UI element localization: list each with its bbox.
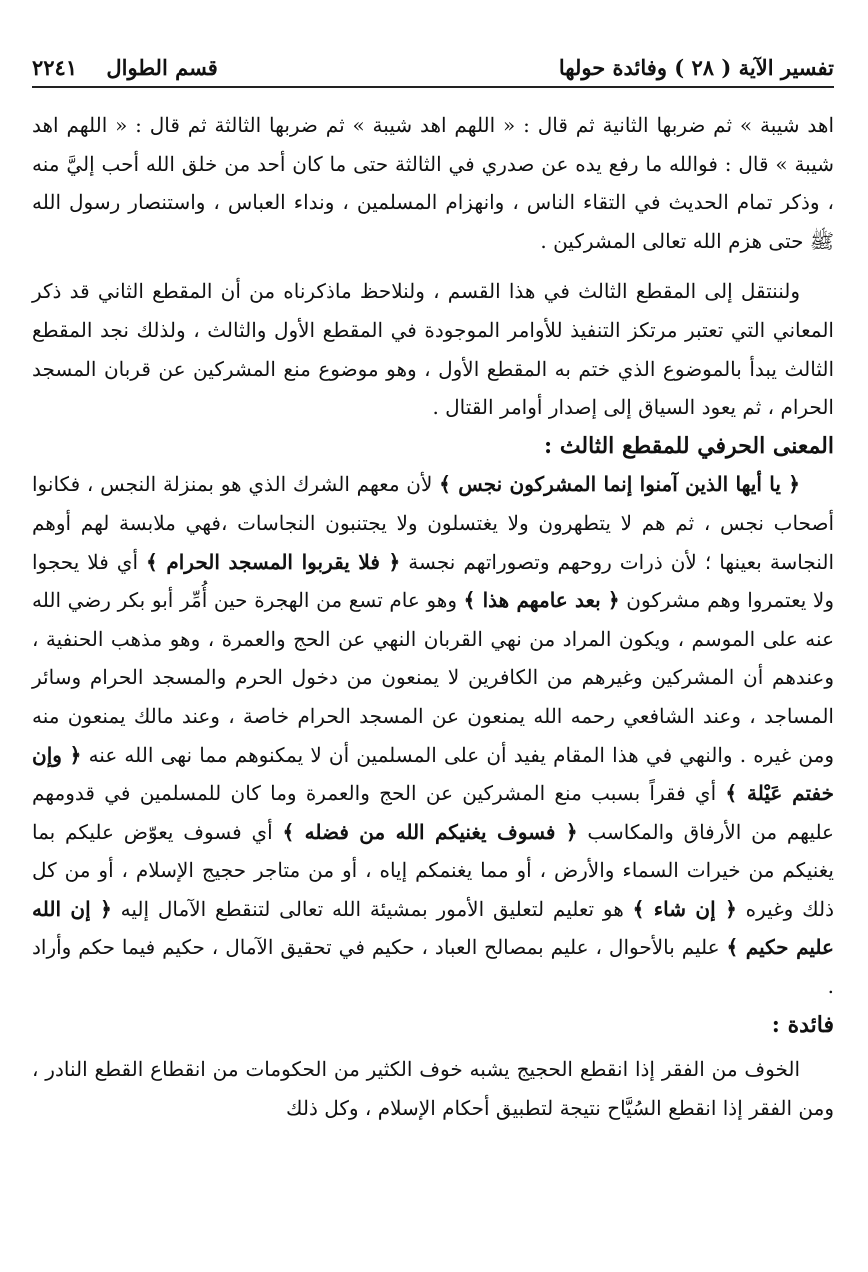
paragraph-section-intro: ولننتقل إلى المقطع الثالث في هذا القسم ، ولنلاحظ ماذكرناه من أن المقطع الثاني قد ذكر المعاني التي تعتبر مرتكز التنفيذ للأوامر الموجودة في المقطع الأول والثالث ، ولذلك نجد المقطع الثالث يبدأ بالموضوع الذي ختم به المقطع الأول ، وهو موضوع منع المشركين عن قربان المسجد الحرام ، ثم يعود السياق إلى إصدار أوامر القتال . xyxy=(32,279,834,420)
commentary-text: عليم بالأحوال ، عليم بمصالح العباد ، حكيم في تحقيق الآمال ، حكيم فيما حكم وأراد . xyxy=(32,935,834,999)
commentary-text: وهو عام تسع من الهجرة حين أُمِّر أبو بكر رضي الله عنه على الموسم ، ويكون المراد من نهي القربان النهي عن الحج والعمرة ، وهو مذهب الحنفية ، وعندهم أن المشركين وغيرهم من الكافرين لا يمنعون من دخول الحرم والمسجد الحرام وسائر المساجد ، وعند الشافعي رحمه الله يمنعون عن المسجد الحرام خاصة ، وعند مالك يمنعون منه ومن غيره . والنهي في هذا المقام يفيد أن على المسلمين أن لا يمكنوهم مما نهى الله عنه xyxy=(32,588,834,767)
quran-quote: ﴿ فسوف يغنيكم الله من فضله ﴾ xyxy=(282,819,578,844)
paragraph-literal-meaning xyxy=(32,465,834,1005)
quran-quote: ﴿ إن الله عليم حكيم ﴾ xyxy=(32,896,834,960)
commentary-text: هو تعليم لتعليق الأمور بمشيئة الله تعالى لتنقطع الآمال إليه xyxy=(111,896,633,921)
paragraph-benefit: الخوف من الفقر إذا انقطع الحجيج يشبه خوف الكثير من الحكومات من انقطاع القطع النادر ، ومن الفقر إذا انقطع السُيَّاح نتيجة لتطبيق أحكام الإسلام ، وكل ذلك xyxy=(32,1057,834,1120)
section-name: قسم الطوال xyxy=(106,55,218,80)
section-info xyxy=(32,55,218,80)
commentary-text: لأن معهم الشرك الذي هو بمنزلة النجس ، فكانوا أصحاب نجس ، ثم هم لا يتطهرون ولا يغتسلون ولا يجتنبون النجاسات ،فهي ملابسة لهم أوهم النجاسة بعينها ؛ لأن ذرات روحهم وتصوراتهم نجسة xyxy=(32,472,834,574)
page-body xyxy=(32,106,834,1127)
commentary-text: أي فلا يحجوا ولا يعتمروا وهم مشركون xyxy=(32,549,835,613)
chapter-title: تفسير الآية ( ٢٨ ) وفائدة حولها xyxy=(558,55,834,80)
commentary-text: أي فسوف يعوّض عليكم بما يغنيكم من خيرات السماء والأرض ، أو مما يغنمكم إياه ، أو من متاجر حجيج الإسلام ، أو من كل ذلك وغيره xyxy=(32,819,834,921)
section-heading-literal-meaning: المعنى الحرفي للمقطع الثالث : xyxy=(544,432,834,459)
quran-quote: ﴿ فلا يقربوا المسجد الحرام ﴾ xyxy=(146,549,401,574)
quran-quote: ﴿ وإن خفتم عَيْلة ﴾ xyxy=(32,742,834,806)
page-number: ٢٢٤١ xyxy=(32,55,78,80)
quran-quote: ﴿ إن شاء ﴾ xyxy=(632,896,737,921)
running-header xyxy=(32,40,834,88)
quran-quote: ﴿ بعد عامهم هذا ﴾ xyxy=(463,588,620,613)
commentary-text: أي فقراً بسبب منع المشركين عن الحج والعمرة وما كان للمسلمين في قدومهم عليهم من الأرفاق والمكاسب xyxy=(32,781,834,844)
paragraph-hadith-end: اهد شيبة » ثم ضربها الثانية ثم قال : « اللهم اهد شيبة » ثم ضربها الثالثة ثم قال : « اللهم اهد شيبة » قال : فوالله ما رفع يده عن صدري في الثالثة حتى ما كان أحد من خلق الله أحب إليَّ منه ، وذكر تمام الحديث في التقاء الناس ، وانهزام المسلمين ، ونداء العباس ، واستنصار رسول الله ﷺ حتى هزم الله تعالى المشركين . xyxy=(32,113,834,253)
section-heading-benefit: فائدة : xyxy=(771,1011,834,1038)
quran-quote: ﴿ يا أيها الذين آمنوا إنما المشركون نجس ﴾ xyxy=(439,472,800,497)
